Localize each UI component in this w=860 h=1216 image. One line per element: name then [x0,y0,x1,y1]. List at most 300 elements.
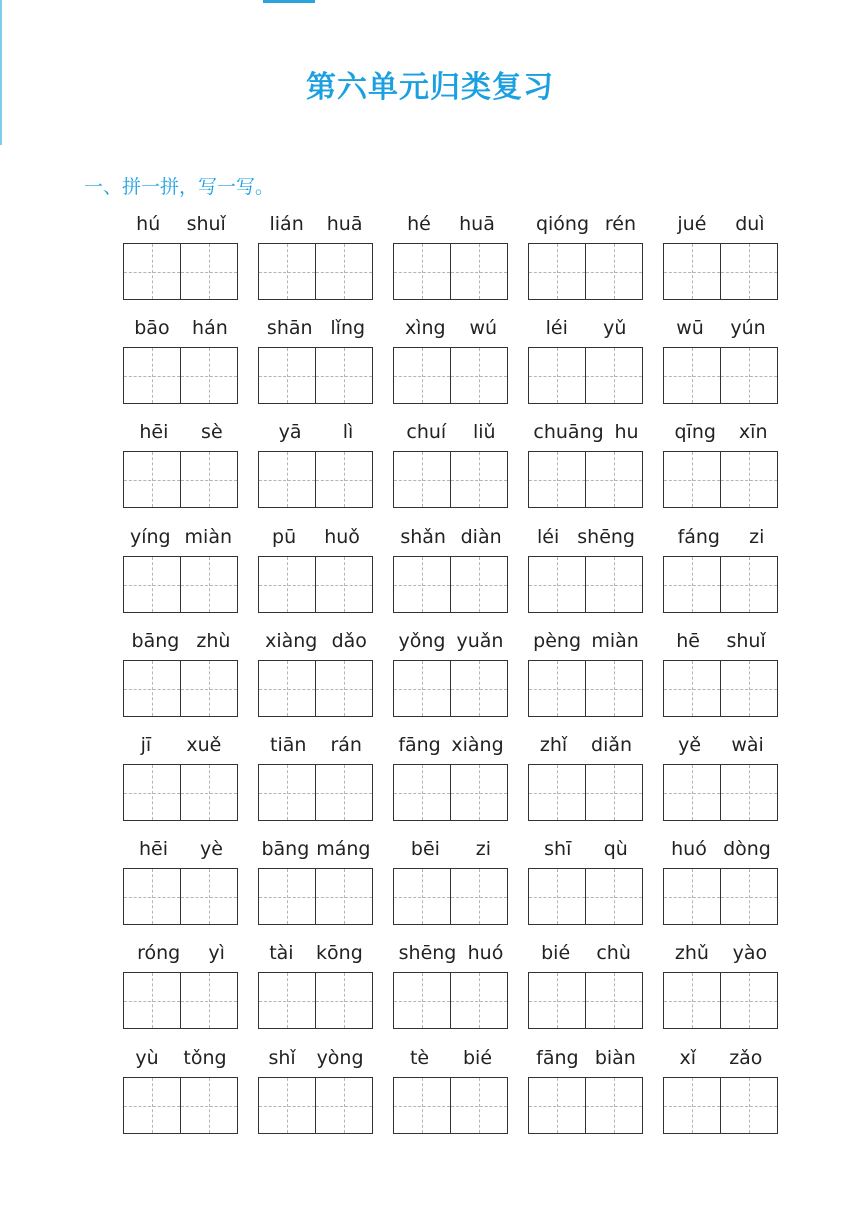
tian-zi-ge-cell[interactable] [315,765,372,820]
pinyin-syllable: shuǐ [726,630,766,652]
tian-zi-ge-cell[interactable] [124,1078,180,1133]
tian-zi-ge-cell[interactable] [315,452,372,507]
pinyin-syllable: tài [269,942,294,964]
tian-zi-ge-cell[interactable] [585,661,642,716]
word-item [528,834,644,860]
writing-box[interactable] [258,451,373,508]
tian-zi-ge-cell[interactable] [450,452,507,507]
pinyin-syllable: hé [407,213,431,235]
word-item [528,730,644,756]
writing-box[interactable] [123,347,238,404]
pinyin-label [528,209,644,235]
pinyin-syllable: shān [266,317,313,339]
tian-zi-ge-cell[interactable] [259,557,315,612]
tian-zi-ge-cell[interactable] [450,765,507,820]
writing-box[interactable] [123,868,238,925]
word-item [528,626,644,652]
tian-zi-ge-cell[interactable] [180,348,237,403]
word-item [393,626,509,652]
page-title: 第六单元归类复习 [306,70,554,105]
writing-box[interactable] [663,1077,778,1134]
writing-box[interactable] [528,1077,643,1134]
word-item [258,938,374,964]
tian-zi-ge-cell[interactable] [720,244,777,299]
pinyin-label [258,1043,374,1069]
writing-box[interactable] [528,972,643,1029]
tian-zi-ge-cell[interactable] [315,973,372,1028]
writing-box[interactable] [258,347,373,404]
pinyin-syllable: yòng [316,1047,364,1069]
pinyin-label [123,522,239,548]
tian-zi-ge-cell[interactable] [585,557,642,612]
pinyin-syllable: shǐ [268,1047,296,1069]
pinyin-label [663,1043,779,1069]
writing-box[interactable] [258,868,373,925]
pinyin-label [123,626,239,652]
pinyin-syllable: shǎn [400,526,446,548]
pinyin-syllable: qīng [674,421,716,443]
pinyin-syllable: zhǔ [674,942,709,964]
pinyin-syllable: huó [467,942,504,964]
pinyin-syllable: wū [676,317,704,339]
pinyin-syllable: zhǐ [539,734,568,756]
tian-zi-ge-cell[interactable] [585,244,642,299]
pinyin-label [123,209,239,235]
pinyin-syllable: bié [541,942,571,964]
tian-zi-ge-cell[interactable] [259,244,315,299]
pinyin-label [393,417,509,443]
pinyin-label [123,1043,239,1069]
writing-box[interactable] [528,868,643,925]
pinyin-label [123,417,239,443]
tian-zi-ge-cell[interactable] [585,973,642,1028]
pinyin-syllable: sè [201,421,223,443]
pinyin-syllable: diǎn [591,734,633,756]
word-item [663,730,779,756]
word-item [663,938,779,964]
tian-zi-ge-cell[interactable] [664,765,720,820]
word-item [123,626,239,652]
tian-zi-ge-cell[interactable] [529,557,585,612]
tian-zi-ge-cell[interactable] [315,661,372,716]
word-item [393,1043,509,1069]
pinyin-syllable: rán [330,734,362,756]
tian-zi-ge-cell[interactable] [124,765,180,820]
tian-zi-ge-cell[interactable] [124,557,180,612]
pinyin-syllable: xuě [186,734,222,756]
word-item [528,417,644,443]
pinyin-syllable: chù [596,942,631,964]
tian-zi-ge-cell[interactable] [394,973,450,1028]
pinyin-syllable: biàn [594,1047,636,1069]
pinyin-label [123,834,239,860]
pinyin-label [258,834,374,860]
word-item [258,626,374,652]
writing-box[interactable] [528,556,643,613]
word-item [528,209,644,235]
tian-zi-ge-cell[interactable] [124,869,180,924]
word-item [393,209,509,235]
writing-box[interactable] [528,347,643,404]
pinyin-syllable: rén [604,213,637,235]
pinyin-syllable: diàn [460,526,502,548]
word-item [528,1043,644,1069]
pinyin-syllable: bié [463,1047,493,1069]
writing-box[interactable] [123,556,238,613]
tian-zi-ge-cell[interactable] [394,869,450,924]
writing-box[interactable] [123,660,238,717]
tian-zi-ge-cell[interactable] [720,1078,777,1133]
pinyin-syllable: yuǎn [456,630,504,652]
writing-box[interactable] [258,972,373,1029]
tian-zi-ge-cell[interactable] [450,348,507,403]
word-item [393,730,509,756]
word-item [123,1043,239,1069]
pinyin-syllable: liǔ [472,421,496,443]
pinyin-syllable: zi [749,526,765,548]
pinyin-syllable: xiàng [451,734,504,756]
tian-zi-ge-cell[interactable] [394,661,450,716]
tian-zi-ge-cell[interactable] [124,973,180,1028]
pinyin-syllable: hán [192,317,228,339]
writing-box[interactable] [663,972,778,1029]
pinyin-syllable: huó [671,838,707,860]
pinyin-syllable: pèng [533,630,582,652]
writing-box[interactable] [528,451,643,508]
writing-box[interactable] [258,556,373,613]
word-item [123,417,239,443]
pinyin-syllable: shuǐ [186,213,226,235]
word-item [123,522,239,548]
pinyin-syllable: zhù [196,630,231,652]
pinyin-syllable: bāng [131,630,180,652]
writing-box[interactable] [258,764,373,821]
word-item [258,417,374,443]
pinyin-syllable: kōng [316,942,363,964]
pinyin-syllable: chuāng [533,421,604,443]
tian-zi-ge-cell[interactable] [529,869,585,924]
tian-zi-ge-cell[interactable] [529,973,585,1028]
word-item [393,313,509,339]
pinyin-label [528,313,644,339]
word-item [123,730,239,756]
tian-zi-ge-cell[interactable] [585,1078,642,1133]
pinyin-label [528,417,644,443]
pinyin-syllable: léi [537,526,560,548]
pinyin-syllable: wài [731,734,764,756]
pinyin-syllable: zi [475,838,492,860]
word-item [123,834,239,860]
pinyin-label [258,938,374,964]
pinyin-syllable: xìng [404,317,446,339]
writing-box[interactable] [393,347,508,404]
word-item [663,417,779,443]
pinyin-syllable: bēi [410,838,440,860]
pinyin-syllable: duì [735,213,765,235]
word-item [123,209,239,235]
tian-zi-ge-cell[interactable] [259,661,315,716]
pinyin-label [123,938,239,964]
pinyin-syllable: fāng [398,734,441,756]
pinyin-label [258,313,374,339]
writing-box[interactable] [663,660,778,717]
pinyin-label [528,938,644,964]
pinyin-label [663,834,779,860]
tian-zi-ge-cell[interactable] [180,973,237,1028]
tian-zi-ge-cell[interactable] [315,869,372,924]
pinyin-syllable: xiàng [265,630,318,652]
writing-box[interactable] [393,556,508,613]
writing-box[interactable] [393,660,508,717]
tian-zi-ge-cell[interactable] [529,1078,585,1133]
pinyin-syllable: lián [269,213,304,235]
pinyin-syllable: bāo [134,317,170,339]
tian-zi-ge-cell[interactable] [664,557,720,612]
tian-zi-ge-cell[interactable] [450,973,507,1028]
tian-zi-ge-cell[interactable] [720,973,777,1028]
pinyin-label [393,730,509,756]
tian-zi-ge-cell[interactable] [259,348,315,403]
pinyin-label [123,313,239,339]
tian-zi-ge-cell[interactable] [180,557,237,612]
pinyin-syllable: bāng [261,838,310,860]
writing-box[interactable] [123,243,238,300]
word-item [663,209,779,235]
pinyin-syllable: zǎo [729,1047,763,1069]
tian-zi-ge-cell[interactable] [124,244,180,299]
word-item [528,938,644,964]
writing-box[interactable] [528,660,643,717]
tian-zi-ge-cell[interactable] [315,244,372,299]
pinyin-label [393,1043,509,1069]
word-item [123,313,239,339]
pinyin-syllable: qù [603,838,628,860]
pinyin-syllable: huā [326,213,363,235]
pinyin-syllable: jī [140,734,152,756]
tian-zi-ge-cell[interactable] [664,1078,720,1133]
tian-zi-ge-cell[interactable] [450,557,507,612]
writing-box[interactable] [258,243,373,300]
writing-box[interactable] [123,451,238,508]
writing-box[interactable] [258,1077,373,1134]
pinyin-label [663,730,779,756]
tian-zi-ge-cell[interactable] [450,661,507,716]
tian-zi-ge-cell[interactable] [259,973,315,1028]
tian-zi-ge-cell[interactable] [720,557,777,612]
pinyin-syllable: miàn [591,630,639,652]
pinyin-syllable: jué [677,213,707,235]
pinyin-label [528,730,644,756]
writing-box[interactable] [663,764,778,821]
writing-box[interactable] [528,243,643,300]
writing-box[interactable] [123,1077,238,1134]
pinyin-syllable: miàn [184,526,233,548]
pinyin-label [663,626,779,652]
tian-zi-ge-cell[interactable] [394,557,450,612]
tian-zi-ge-cell[interactable] [394,244,450,299]
pinyin-syllable: tè [409,1047,430,1069]
tian-zi-ge-cell[interactable] [585,348,642,403]
tian-zi-ge-cell[interactable] [394,348,450,403]
tian-zi-ge-cell[interactable] [259,765,315,820]
tian-zi-ge-cell[interactable] [124,452,180,507]
tian-zi-ge-cell[interactable] [259,452,315,507]
word-item [393,834,509,860]
pinyin-syllable: yào [732,942,768,964]
tian-zi-ge-cell[interactable] [585,765,642,820]
writing-box[interactable] [258,660,373,717]
tian-zi-ge-cell[interactable] [720,452,777,507]
writing-box[interactable] [663,556,778,613]
tian-zi-ge-cell[interactable] [664,973,720,1028]
word-item [258,834,374,860]
tian-zi-ge-cell[interactable] [180,452,237,507]
writing-box[interactable] [123,972,238,1029]
pinyin-label [123,730,239,756]
pinyin-syllable: léi [545,317,568,339]
pinyin-syllable: hē [676,630,700,652]
tian-zi-ge-cell[interactable] [529,348,585,403]
tian-zi-ge-cell[interactable] [315,557,372,612]
pinyin-label [663,313,779,339]
tian-zi-ge-cell[interactable] [180,661,237,716]
tian-zi-ge-cell[interactable] [720,661,777,716]
pinyin-label [528,522,644,548]
pinyin-syllable: shēng [577,526,635,548]
tian-zi-ge-cell[interactable] [259,1078,315,1133]
word-item [393,938,509,964]
pinyin-label [258,417,374,443]
word-item [258,1043,374,1069]
pinyin-syllable: máng [316,838,371,860]
tian-zi-ge-cell[interactable] [394,452,450,507]
tian-zi-ge-cell[interactable] [529,452,585,507]
pinyin-syllable: huā [459,213,495,235]
tian-zi-ge-cell[interactable] [664,661,720,716]
pinyin-label [258,626,374,652]
pinyin-syllable: chuí [406,421,447,443]
writing-box[interactable] [663,868,778,925]
pinyin-label [258,209,374,235]
tian-zi-ge-cell[interactable] [450,244,507,299]
tian-zi-ge-cell[interactable] [664,244,720,299]
tian-zi-ge-cell[interactable] [315,348,372,403]
writing-box[interactable] [393,451,508,508]
word-item [663,834,779,860]
pinyin-label [528,834,644,860]
pinyin-syllable: tiān [270,734,307,756]
word-item [393,522,509,548]
writing-box[interactable] [393,868,508,925]
writing-box[interactable] [393,1077,508,1134]
word-item [663,313,779,339]
tian-zi-ge-cell[interactable] [664,869,720,924]
pinyin-label [663,938,779,964]
section-heading: 一、拼一拼，写一写。 [84,176,275,198]
pinyin-syllable: qióng [535,213,590,235]
tian-zi-ge-cell[interactable] [394,1078,450,1133]
pinyin-syllable: hú [136,213,161,235]
tian-zi-ge-cell[interactable] [529,765,585,820]
tian-zi-ge-cell[interactable] [450,1078,507,1133]
pinyin-label [528,626,644,652]
pinyin-syllable: yā [278,421,302,443]
tian-zi-ge-cell[interactable] [529,661,585,716]
pinyin-syllable: yì [208,942,225,964]
pinyin-label [258,730,374,756]
pinyin-label [393,313,509,339]
pinyin-syllable: wú [469,317,498,339]
pinyin-label [528,1043,644,1069]
tian-zi-ge-cell[interactable] [315,1078,372,1133]
pinyin-syllable: shēng [398,942,457,964]
pinyin-syllable: yù [135,1047,159,1069]
pinyin-syllable: dòng [723,838,771,860]
tian-zi-ge-cell[interactable] [720,765,777,820]
tian-zi-ge-cell[interactable] [664,452,720,507]
pinyin-syllable: shī [544,838,572,860]
tian-zi-ge-cell[interactable] [259,869,315,924]
tian-zi-ge-cell[interactable] [394,765,450,820]
pinyin-syllable: huǒ [324,526,360,548]
word-item [663,626,779,652]
tian-zi-ge-cell[interactable] [180,765,237,820]
word-item [123,938,239,964]
pinyin-label [393,626,509,652]
writing-box[interactable] [663,451,778,508]
word-item [258,522,374,548]
pinyin-label [393,209,509,235]
pinyin-syllable: yún [730,317,766,339]
pinyin-syllable: hēi [139,421,169,443]
writing-box[interactable] [123,764,238,821]
tian-zi-ge-cell[interactable] [585,452,642,507]
tian-zi-ge-cell[interactable] [180,869,237,924]
writing-box[interactable] [393,972,508,1029]
word-item [528,313,644,339]
writing-box[interactable] [528,764,643,821]
tian-zi-ge-cell[interactable] [180,244,237,299]
tian-zi-ge-cell[interactable] [180,1078,237,1133]
pinyin-syllable: fāng [536,1047,579,1069]
tian-zi-ge-cell[interactable] [124,661,180,716]
writing-box[interactable] [663,347,778,404]
word-item [258,313,374,339]
tian-zi-ge-cell[interactable] [585,869,642,924]
tian-zi-ge-cell[interactable] [529,244,585,299]
tian-zi-ge-cell[interactable] [720,869,777,924]
pinyin-syllable: lì [342,421,354,443]
pinyin-syllable: yè [200,838,223,860]
writing-box[interactable] [393,243,508,300]
pinyin-syllable: xīn [738,421,768,443]
pinyin-syllable: lǐng [330,317,366,339]
word-item [393,417,509,443]
tian-zi-ge-cell[interactable] [124,348,180,403]
tian-zi-ge-cell[interactable] [664,348,720,403]
pinyin-syllable: fáng [677,526,720,548]
pinyin-syllable: yǒng [398,630,446,652]
tian-zi-ge-cell[interactable] [720,348,777,403]
word-item [663,1043,779,1069]
word-item [528,522,644,548]
writing-box[interactable] [663,243,778,300]
pinyin-syllable: yǔ [603,317,627,339]
pinyin-label [393,938,509,964]
tian-zi-ge-cell[interactable] [450,869,507,924]
writing-box[interactable] [393,764,508,821]
pinyin-syllable: hu [614,421,639,443]
